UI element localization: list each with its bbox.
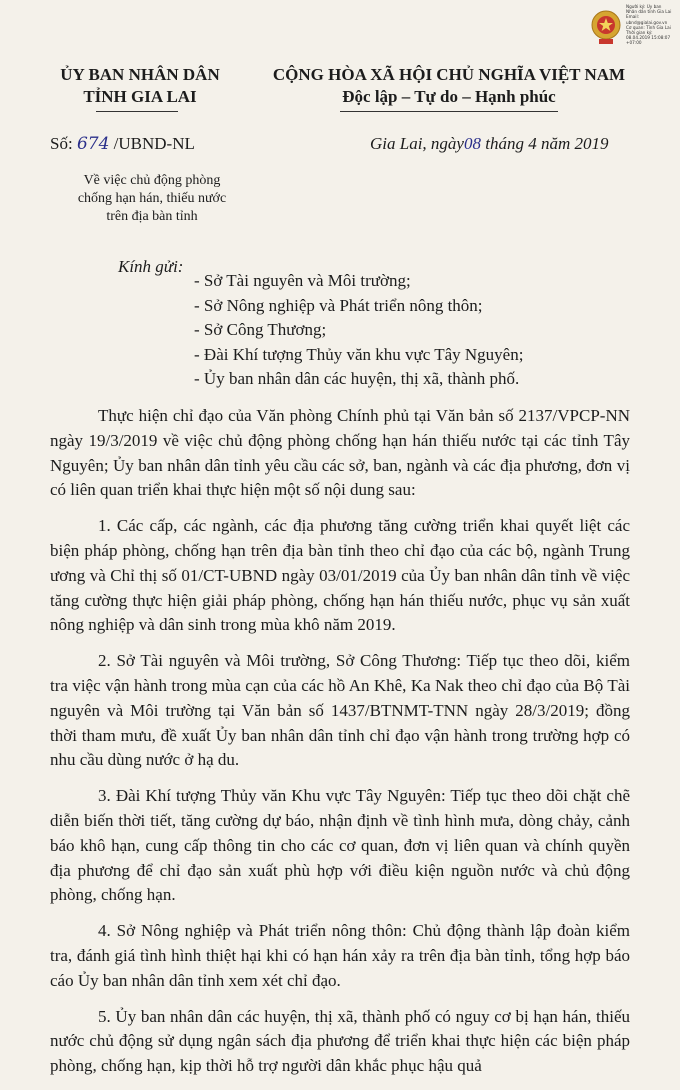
digital-signature-stamp: Người ký: Ủy ban Nhân dân tỉnh Gia Lai Email: ubnd@gialai.gov.vn Cơ quan: Tỉnh Gia Lai Thời gian ký: 08.04.2019 15:08:07 +07:00 [626,4,672,46]
motto-underline [340,111,558,112]
recipient-list [194,269,523,392]
document-body [50,404,630,1090]
item-paragraph-4: 4. Sở Nông nghiệp và Phát triển nông thôn: Chủ động thành lập đoàn kiểm tra, đánh giá tình hình thiệt hại khi có hạn hán xảy ra trên địa bàn tỉnh, tổng hợp báo cáo Ủy ban nhân dân tỉnh xem xét chỉ đạo. [50,921,630,990]
item-paragraph-2: 2. Sở Tài nguyên và Môi trường, Sở Công Thương: Tiếp tục theo dõi, kiểm tra việc vận hành trong mùa cạn của các hồ An Khê, Ka Nak theo chỉ đạo của Bộ Tài nguyên và Môi trường tại Văn bản số 1437/BTNMT-TNN ngày 28/3/2019; đồng thời tham mưu, đề xuất Ủy ban nhân dân tỉnh chỉ đạo vận hành trong trường hợp có nhu cầu dùng nước ở hạ du. [50,651,630,770]
item-paragraph-1: 1. Các cấp, các ngành, các địa phương tăng cường triển khai quyết liệt các biện pháp phòng, chống hạn trên địa bàn tỉnh theo chỉ đạo của các bộ, ngành Trung ương và Chỉ thị số 01/CT-UBND ngày 03/01/2019 của Ủy ban nhân dân tỉnh về việc tăng cường thực hiện giải pháp phòng, chống hạn hán thiếu nước, phục vụ sản xuất nông nghiệp và dân sinh trong mùa khô năm 2019. [50,516,630,635]
national-motto: Độc lập – Tự do – Hạnh phúc [342,87,556,106]
recipients-label: Kính gửi: [118,257,184,276]
country-name: CỘNG HÒA XÃ HỘI CHỦ NGHĨA VIỆT NAM [272,65,626,84]
item-paragraph-5: 5. Ủy ban nhân dân các huyện, thị xã, thành phố có nguy cơ bị hạn hán, thiếu nước chủ động sử dụng ngân sách địa phương để triển khai thực hiện các biện pháp phòng, chống hạn, kịp thời hỗ trợ người dân khắc phục hậu quả [50,1006,630,1076]
recipient-item: - Sở Tài nguyên và Môi trường; [194,271,411,290]
recipient-item: - Sở Nông nghiệp và Phát triển nông thôn; [194,295,483,315]
national-title [244,64,654,108]
issuing-agency [40,64,240,108]
document-number: Số: 674 /UBND-NL [50,134,195,154]
handwritten-day: 08 [463,134,481,153]
agency-name: ỦY BAN NHÂN DÂN [60,65,220,84]
agency-underline [96,111,178,112]
handwritten-number: 674 [76,134,110,154]
recipient-item: - Ủy ban nhân dân các huyện, thị xã, thành phố. [194,369,520,388]
recipient-item: - Đài Khí tượng Thủy văn khu vực Tây Nguyên; [194,344,524,364]
date-line: Gia Lai, ngày08 tháng 4 năm 2019 [370,134,609,153]
national-emblem-icon [590,8,622,46]
recipient-item: - Sở Công Thương; [194,320,327,339]
item-paragraph-3: 3. Đài Khí tượng Thủy văn Khu vực Tây Nguyên: Tiếp tục theo dõi chặt chẽ diễn biến thời tiết, tăng cường dự báo, nhận định về tình hình mưa, dòng chảy, cảnh báo khô hạn, cung cấp thông tin cho các cơ quan, đơn vị liên quan và chính quyền địa phương để chỉ đạo sản xuất phù hợp với điều kiện nguồn nước và chủ động phòng, chống hạn. [50,786,630,905]
agency-province: TỈNH GIA LAI [83,87,197,106]
document-subject: Về việc chủ động phòng chống hạn hán, thiếu nước trên địa bàn tỉnh [77,173,227,224]
intro-paragraph: Thực hiện chỉ đạo của Văn phòng Chính phủ tại Văn bản số 2137/VPCP-NN ngày 19/3/2019 về việc chủ động phòng chống hạn hán thiếu nước tại các tỉnh Tây Nguyên; Ủy ban nhân dân tỉnh yêu cầu các sở, ban, ngành và các địa phương, đơn vị có liên quan triển khai thực hiện một số nội dung sau: [50,406,630,500]
